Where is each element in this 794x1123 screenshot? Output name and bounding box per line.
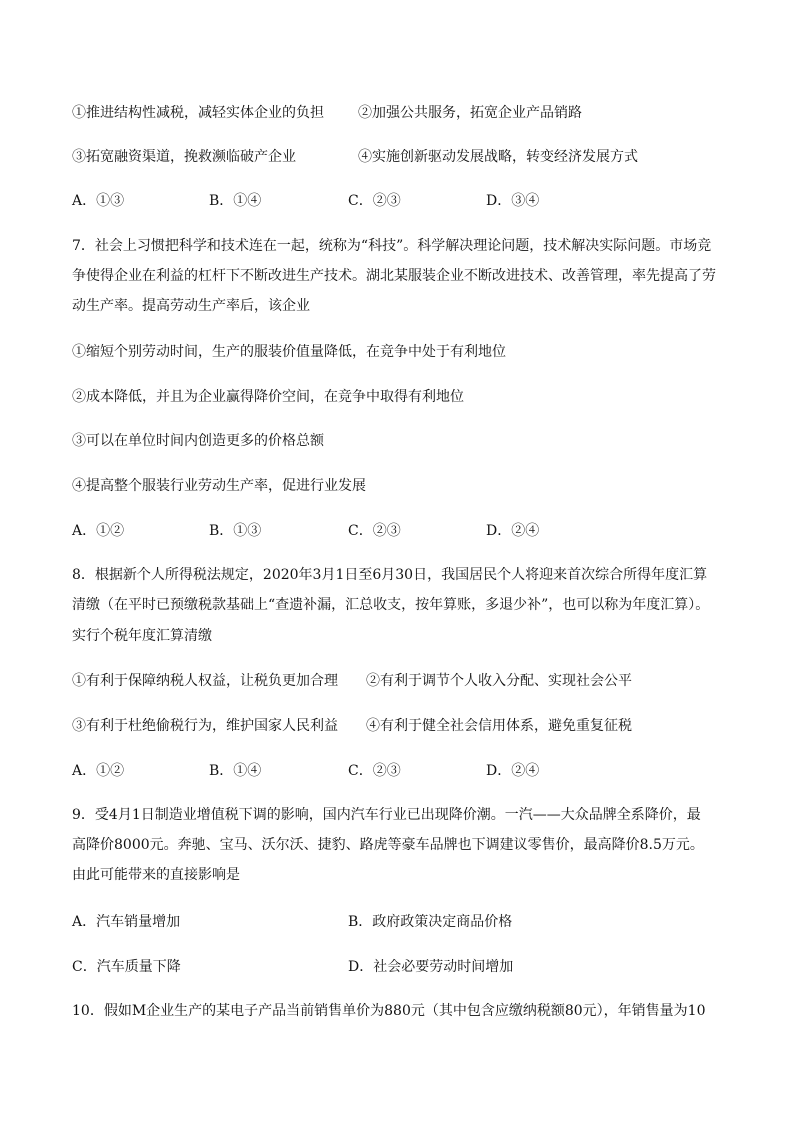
- q8-option-1: ①有利于保障纳税人权益，让税负更加合理: [72, 673, 338, 689]
- q7-stem-line-2: 争使得企业在利益的杠杆下不断改进生产技术。湖北某服装企业不断改进技术、改善管理，率先提高了劳: [72, 268, 716, 284]
- q7-option-1: ①缩短个别劳动时间，生产的服装价值量降低，在竞争中处于有利地位: [72, 344, 506, 360]
- q9-answer-d: D．社会必要劳动时间增加: [348, 959, 514, 975]
- q7-option-4: ④提高整个服装行业劳动生产率，促进行业发展: [72, 478, 366, 494]
- q8-stem-line-3: 实行个税年度汇算清缴: [72, 628, 212, 644]
- top-option-4: ④实施创新驱动发展战略，转变经济发展方式: [358, 149, 638, 165]
- q9-answer-c: C．汽车质量下降: [72, 959, 181, 975]
- top-option-1: ①推进结构性减税，减轻实体企业的负担: [72, 105, 324, 121]
- q8-answer-c: C．②③: [348, 763, 401, 779]
- q7-answer-d: D．②④: [486, 523, 540, 539]
- q10-stem-line-1: 10．假如M企业生产的某电子产品当前销售单价为880元（其中包含应缴纳税额80元），年销售量为10: [72, 1003, 706, 1019]
- top-answer-c: C．②③: [348, 193, 401, 209]
- top-option-2: ②加强公共服务，拓宽企业产品销路: [358, 105, 582, 121]
- q8-stem-line-1: 8．根据新个人所得税法规定，2020年3月1日至6月30日，我国居民个人将迎来首次综合所得年度汇算: [72, 567, 708, 583]
- q7-option-2: ②成本降低，并且为企业赢得降价空间，在竞争中取得有利地位: [72, 389, 464, 405]
- q7-answer-c: C．②③: [348, 523, 401, 539]
- q7-option-3: ③可以在单位时间内创造更多的价格总额: [72, 433, 324, 449]
- q8-stem-line-2: 清缴（在平时已预缴税款基础上“查遗补漏，汇总收支，按年算账，多退少补”，也可以称为年度汇算）。: [72, 597, 710, 613]
- q8-answer-d: D．②④: [486, 763, 540, 779]
- q7-stem-line-1: 7．社会上习惯把科学和技术连在一起，统称为“科技”。科学解决理论问题，技术解决实际问题。市场竞: [72, 238, 712, 254]
- top-answer-b: B．①④: [209, 193, 262, 209]
- q8-option-3: ③有利于杜绝偷税行为，维护国家人民利益: [72, 718, 338, 734]
- q9-stem-line-1: 9．受4月1日制造业增值税下调的影响，国内汽车行业已出现降价潮。一汽——大众品牌全系降价，最: [72, 807, 701, 823]
- q8-option-4: ④有利于健全社会信用体系，避免重复征税: [366, 718, 632, 734]
- q9-answer-a: A．汽车销量增加: [72, 914, 181, 930]
- q7-stem-line-3: 动生产率。提高劳动生产率后，该企业: [72, 298, 310, 314]
- q7-answer-a: A．①②: [72, 523, 125, 539]
- top-option-3: ③拓宽融资渠道，挽救濒临破产企业: [72, 149, 296, 165]
- top-answer-a: A．①③: [72, 193, 125, 209]
- q9-stem-line-3: 由此可能带来的直接影响是: [72, 867, 240, 883]
- q8-answer-a: A．①②: [72, 763, 125, 779]
- q9-answer-b: B．政府政策决定商品价格: [348, 914, 513, 930]
- q9-stem-line-2: 高降价8000元。奔驰、宝马、沃尔沃、捷豹、路虎等豪车品牌也下调建议零售价，最高降价8.5万元。: [72, 837, 704, 853]
- q8-option-2: ②有利于调节个人收入分配、实现社会公平: [366, 673, 632, 689]
- q8-answer-b: B．①④: [209, 763, 262, 779]
- q7-answer-b: B．①③: [209, 523, 262, 539]
- top-answer-d: D．③④: [486, 193, 540, 209]
